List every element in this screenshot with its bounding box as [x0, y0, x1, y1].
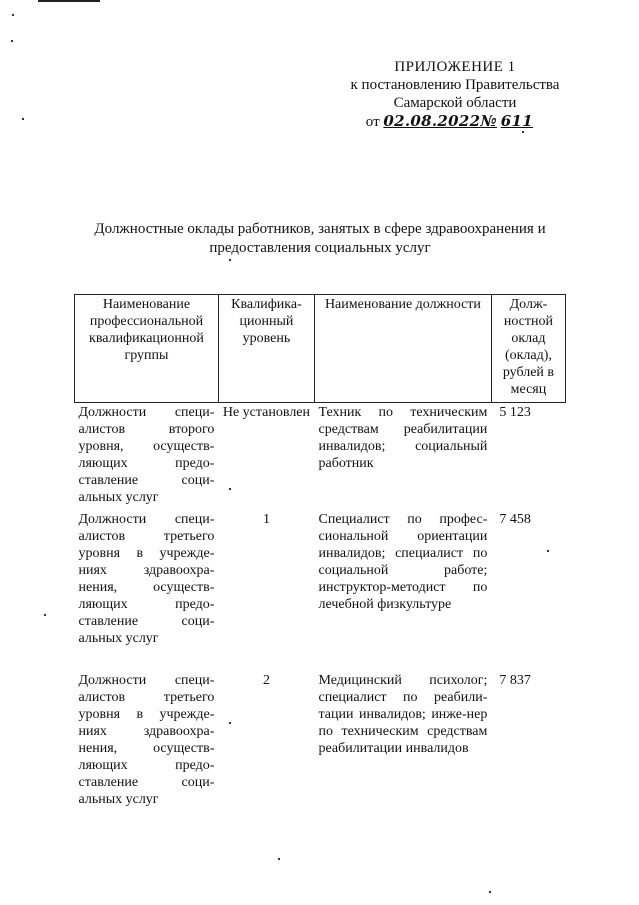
number-sign: № [480, 112, 497, 130]
table-row [75, 403, 566, 511]
document-title [70, 220, 570, 258]
header-salary: Долж-ностной оклад (оклад), рублей в месяц [491, 295, 565, 403]
table-header-row [75, 295, 566, 403]
header-group: Наименование профессиональной квалификационной группы [75, 295, 219, 403]
cell-level: 2 [262, 673, 270, 688]
cell-salary: 7 458 [499, 512, 531, 527]
header-position: Наименование должности [314, 295, 491, 403]
salary-table [74, 294, 566, 812]
scan-dot [44, 614, 46, 616]
cell-position: Специалист по профес-сиональной ориентации инвалидов; специалист по социальной работе; инструктор-методист по лечебной физкультуре [318, 512, 488, 612]
scan-dot [12, 14, 14, 16]
scan-artifact-line [38, 0, 100, 2]
handwritten-number: 611 [500, 112, 533, 130]
appendix-title: ПРИЛОЖЕНИЕ 1 [394, 59, 516, 75]
appendix-header [340, 58, 570, 131]
appendix-line-1: к постановлению Правительства [350, 77, 560, 93]
cell-group: Должности специ-алистов третьего уровня в учрежде-ниях здравоохра-нения, осуществ-ляющих предо-ставление соци-альных услуг [78, 673, 215, 807]
scan-dot [11, 40, 13, 42]
cell-salary: 7 837 [499, 673, 531, 688]
scan-dot [229, 259, 231, 261]
table-row [75, 671, 566, 812]
date-prefix: от [365, 114, 380, 130]
document-title-line-2: предоставления социальных услуг [209, 240, 431, 256]
cell-position: Техник по техническим средствам реабилитации инвалидов; социальный работник [318, 405, 488, 471]
table-row [75, 510, 566, 671]
scan-dot [522, 131, 524, 133]
scan-dot [278, 858, 280, 860]
cell-level: Не установлен [222, 405, 311, 420]
cell-salary: 5 123 [499, 405, 531, 420]
scan-dot [22, 118, 24, 120]
header-level: Квалифика-ционный уровень [218, 295, 314, 403]
handwritten-date: 02.08.2022 [383, 112, 481, 130]
cell-group: Должности специ-алистов третьего уровня в учрежде-ниях здравоохра-нения, осуществ-ляющих предо-ставление соци-альных услуг [78, 512, 215, 646]
scan-dot [489, 891, 491, 893]
appendix-date-line [340, 112, 570, 131]
cell-group: Должности специ-алистов второго уровня, осуществ-ляющих предо-ставление соци-альных услуг [78, 405, 215, 505]
document-title-line-1: Должностные оклады работников, занятых в сфере здравоохранения и [94, 221, 546, 237]
cell-position: Медицинский психолог; специалист по реабили-тации инвалидов; инже-нер по техническим средствам реабилитации инвалидов [318, 673, 488, 756]
cell-level: 1 [262, 512, 270, 527]
appendix-line-2: Самарской области [393, 95, 517, 111]
